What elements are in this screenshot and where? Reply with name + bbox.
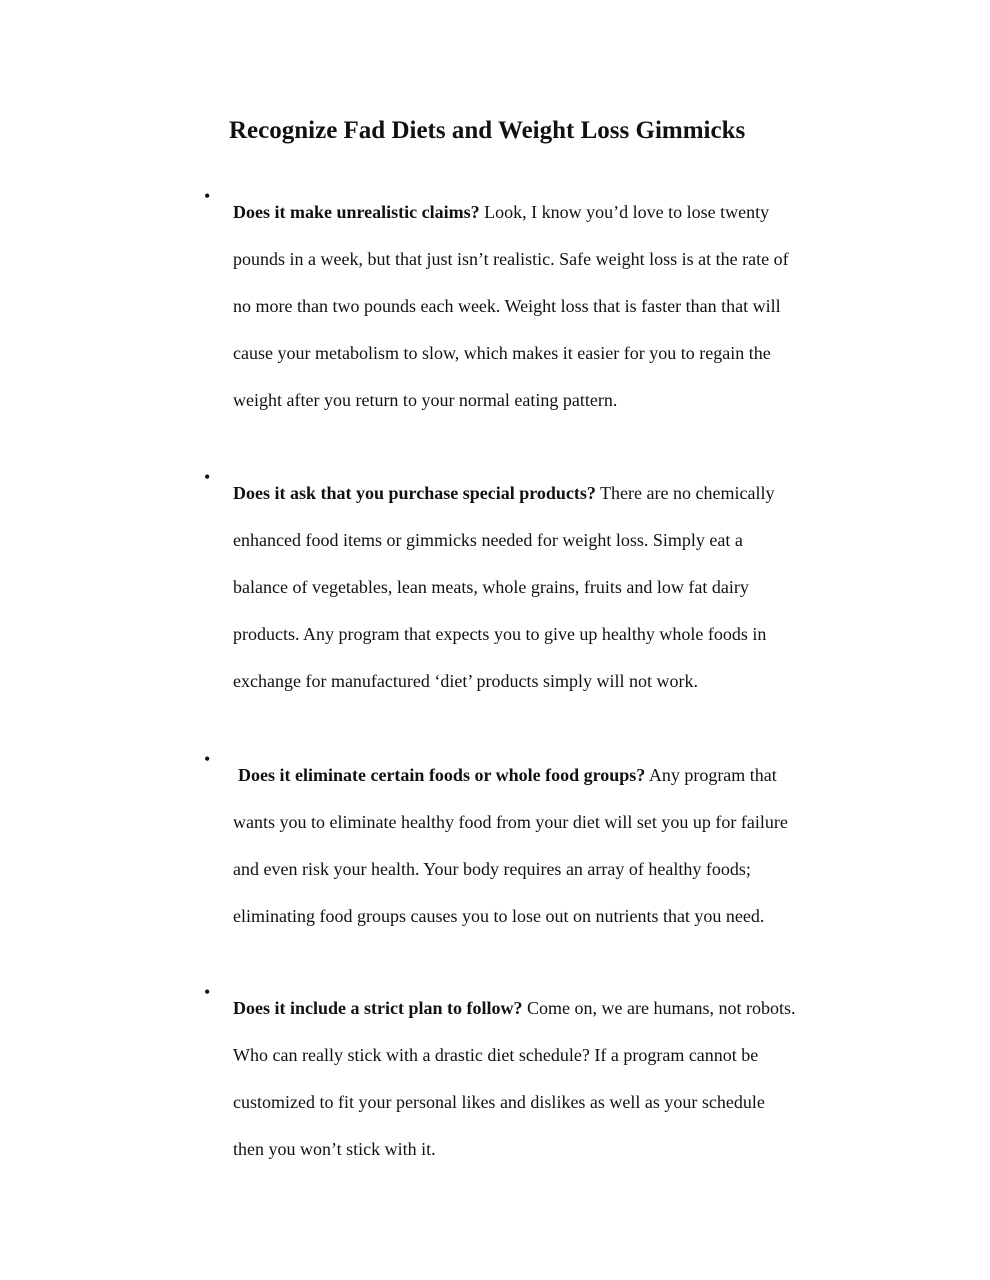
paragraph-line: cause your metabolism to slow, which makes it easier for you to regain the — [233, 343, 771, 363]
paragraph-line: exchange for manufactured ‘diet’ products simply will not work. — [233, 671, 699, 691]
paragraph-line: eliminating food groups causes you to lose out on nutrients that you need. — [233, 906, 765, 926]
bullet-paragraph — [233, 985, 840, 1173]
paragraph-line: Any program that — [645, 765, 777, 785]
bullet-question: Does it ask that you purchase special products? — [233, 483, 596, 503]
paragraph-line: wants you to eliminate healthy food from your diet will set you up for failure — [233, 812, 788, 832]
paragraph-line: customized to fit your personal likes and dislikes as well as your schedule — [233, 1092, 765, 1112]
bullet-question: Does it make unrealistic claims? — [233, 202, 480, 222]
paragraph-line: weight after you return to your normal eating pattern. — [233, 390, 618, 410]
bullet-icon: • — [204, 467, 211, 487]
bullet-question: Does it include a strict plan to follow? — [233, 998, 523, 1018]
paragraph-line: balance of vegetables, lean meats, whole grains, fruits and low fat dairy — [233, 577, 749, 597]
bullet-item-eliminate-foods — [200, 749, 840, 940]
bullet-item-special-products — [200, 467, 840, 705]
paragraph-line: products. Any program that expects you to give up healthy whole foods in — [233, 624, 767, 644]
paragraph-line: Look, I know you’d love to lose twenty — [479, 202, 770, 222]
paragraph-line: Who can really stick with a drastic diet schedule? If a program cannot be — [233, 1045, 759, 1065]
paragraph-line: There are no chemically — [595, 483, 775, 503]
bullet-question: Does it eliminate certain foods or whole food groups? — [238, 765, 646, 785]
bullet-icon: • — [204, 186, 211, 206]
bullet-item-strict-plan — [200, 982, 840, 1173]
document-title: Recognize Fad Diets and Weight Loss Gimmicks — [229, 117, 746, 144]
bullet-paragraph — [233, 470, 840, 705]
paragraph-line: Come on, we are humans, not robots. — [522, 998, 796, 1018]
bullet-item-unrealistic-claims — [200, 186, 840, 424]
bullet-paragraph — [233, 752, 840, 940]
bullet-icon: • — [204, 749, 211, 769]
bullet-paragraph — [233, 189, 840, 424]
paragraph-line: enhanced food items or gimmicks needed for weight loss. Simply eat a — [233, 530, 743, 550]
bullet-icon: • — [204, 982, 211, 1002]
paragraph-line: and even risk your health. Your body requires an array of healthy foods; — [233, 859, 751, 879]
paragraph-line: pounds in a week, but that just isn’t realistic. Safe weight loss is at the rate of — [233, 249, 789, 269]
paragraph-line: then you won’t stick with it. — [233, 1139, 436, 1159]
paragraph-line: no more than two pounds each week. Weight loss that is faster than that will — [233, 296, 781, 316]
